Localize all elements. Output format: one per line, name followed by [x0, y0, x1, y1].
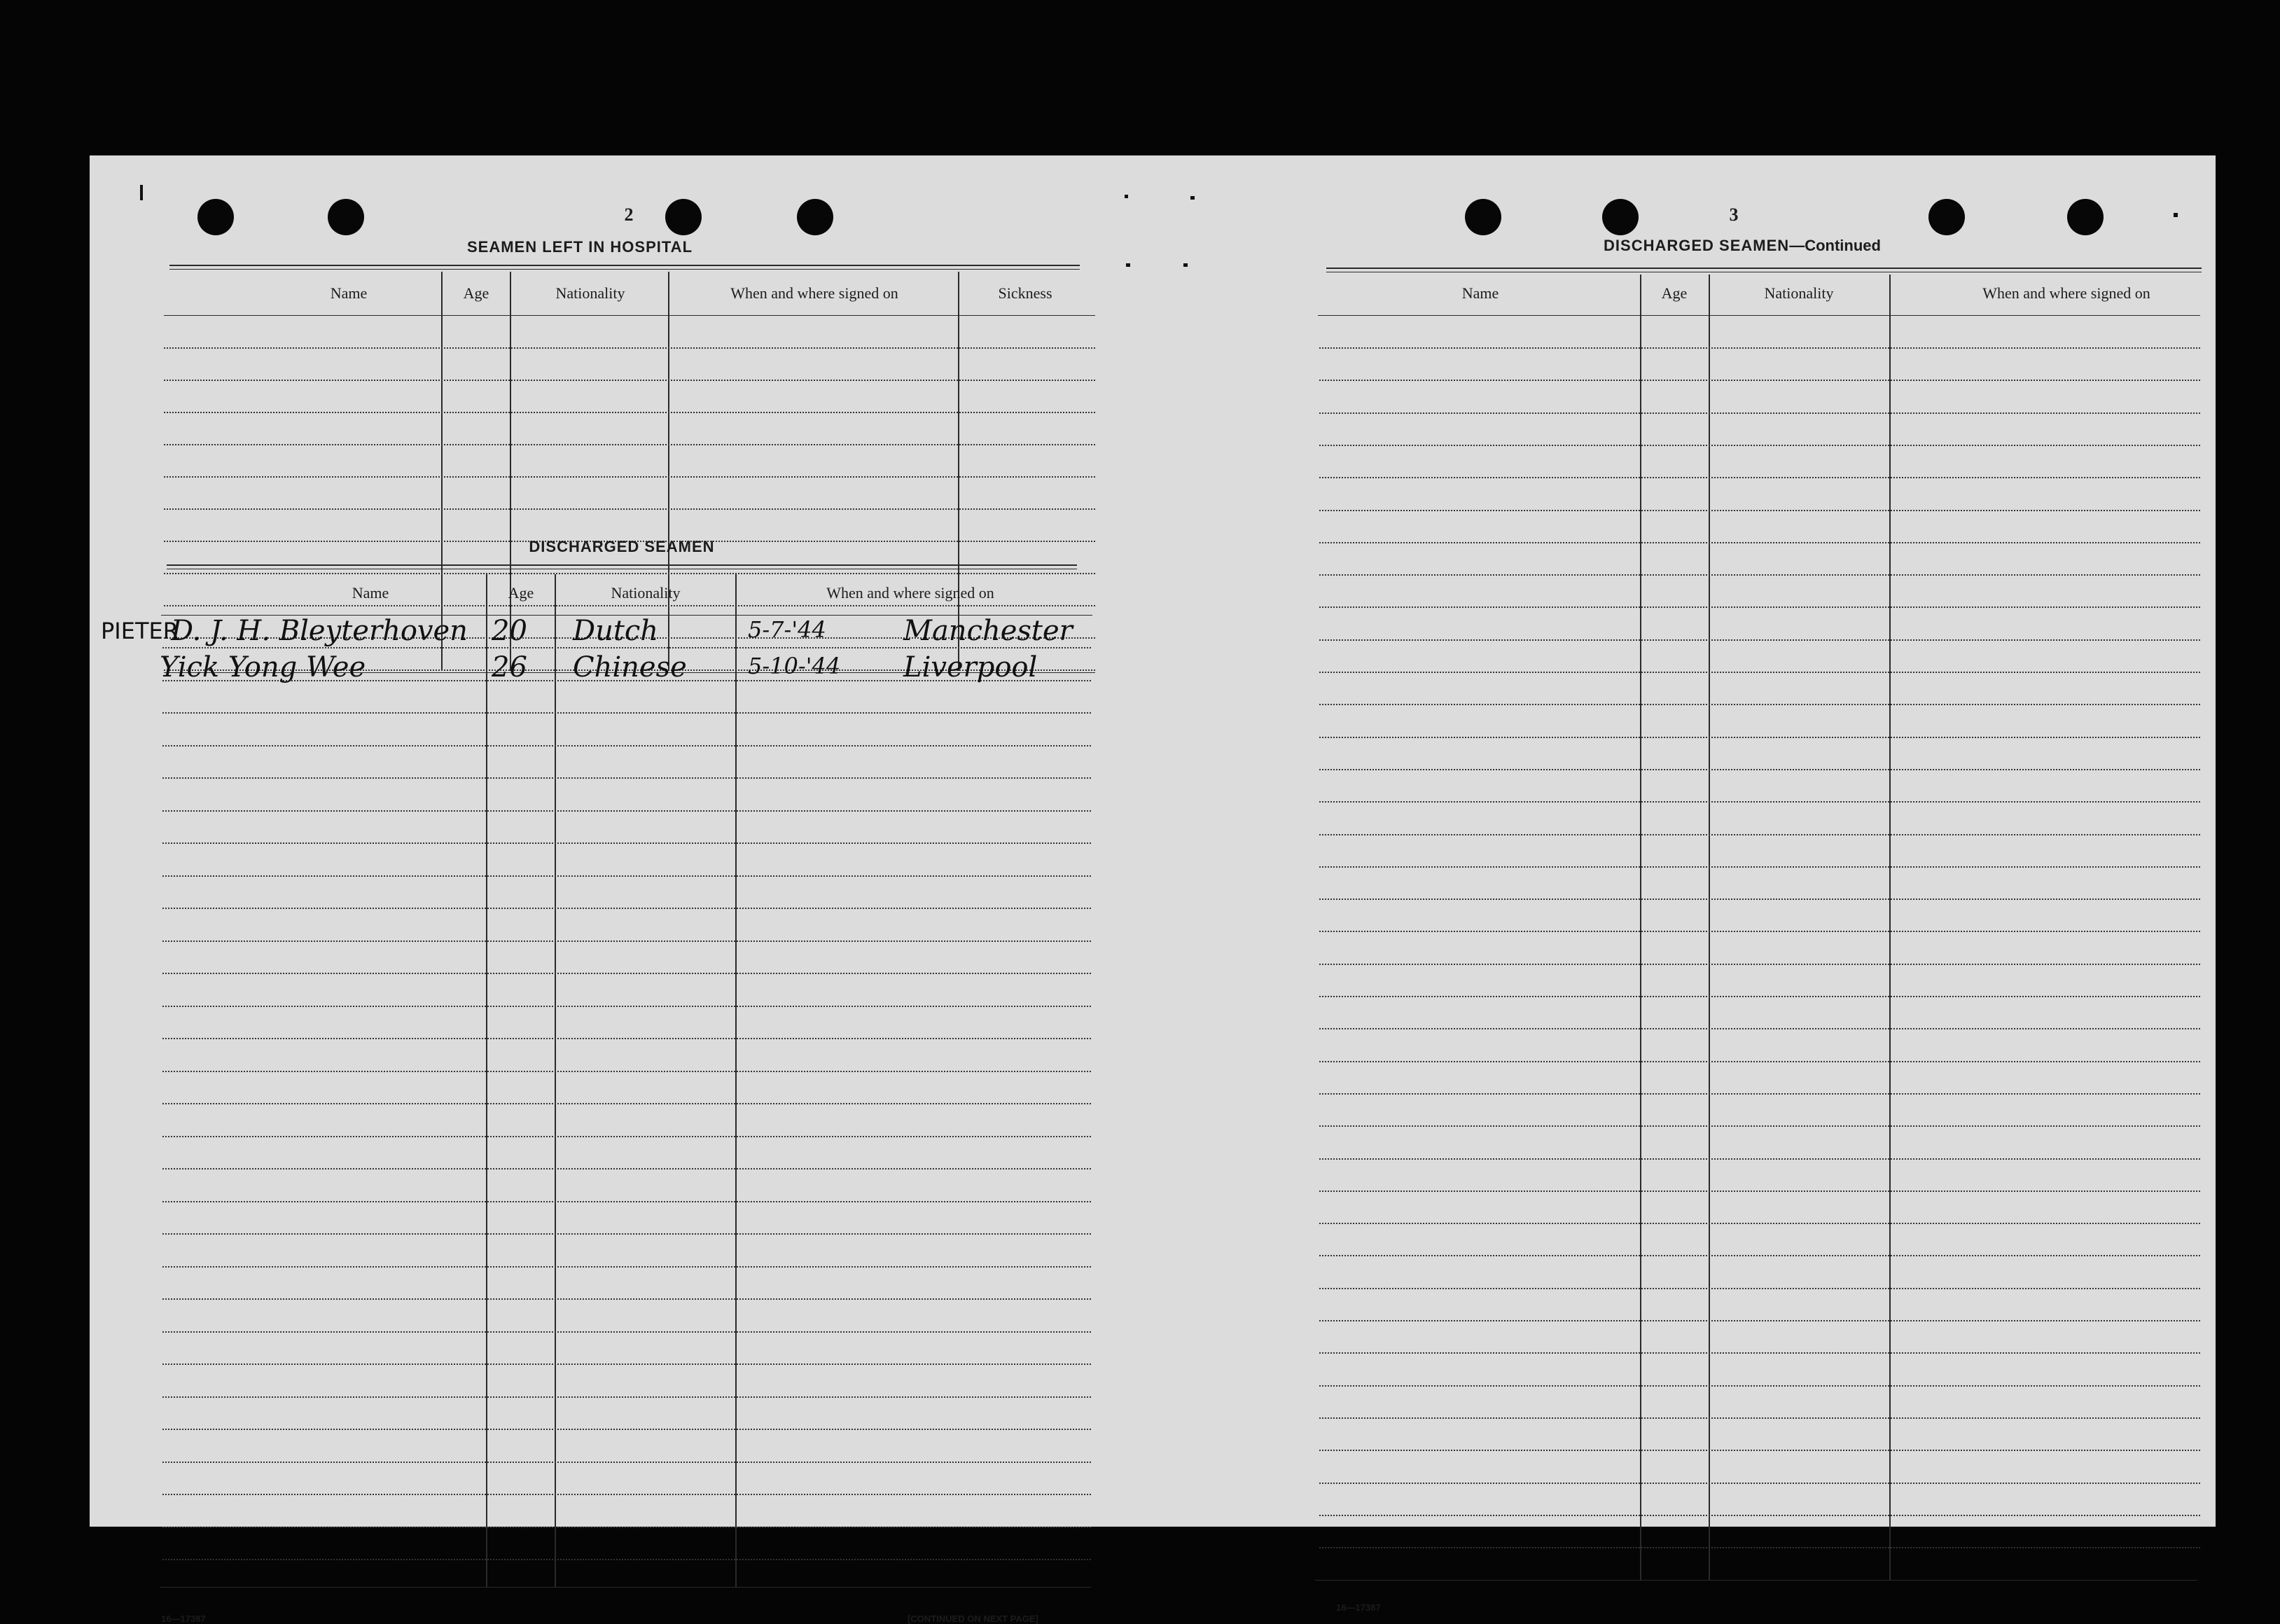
ruled-line [1319, 542, 2200, 543]
ruled-line [1319, 477, 2200, 478]
ruled-line [1319, 704, 2200, 705]
right-title-continued: —Continued [1789, 237, 1881, 254]
section-rule [169, 269, 1080, 270]
discharged-col-signed-on: When and where signed on [826, 584, 994, 602]
ruled-line [1319, 1547, 2200, 1548]
ruled-line [162, 1038, 1091, 1039]
ruled-line [162, 1363, 1091, 1365]
section-rule [1315, 1580, 2197, 1581]
ruled-line [162, 1494, 1091, 1495]
section-rule [160, 1587, 1091, 1588]
ruled-line [1319, 1515, 2200, 1516]
ruled-line [1319, 866, 2200, 868]
column-divider [958, 272, 959, 671]
ruled-line [1319, 1352, 2200, 1354]
column-divider [1889, 275, 1891, 1580]
ruled-line [1319, 931, 2200, 932]
ruled-line [162, 1006, 1091, 1007]
page-number: 2 [624, 204, 634, 225]
hospital-col-nationality: Nationality [555, 284, 625, 302]
ruled-line [1319, 1255, 2200, 1256]
section-rule [167, 564, 1077, 566]
ruled-line [164, 605, 1095, 606]
column-divider [510, 272, 511, 671]
ruled-line [162, 1331, 1091, 1333]
ruled-line [164, 444, 1095, 445]
entry-place: Manchester [903, 615, 1073, 647]
right-col-age: Age [1661, 284, 1688, 302]
ruled-line [1319, 996, 2200, 997]
ruled-line [1319, 1191, 2200, 1192]
ruled-line [1319, 445, 2200, 446]
ruled-line [1319, 574, 2200, 576]
ruled-line [1319, 1158, 2200, 1160]
entry-name: D. J. H. Bleyterhoven [171, 615, 468, 647]
form-number: 16—17387 [161, 1613, 206, 1624]
column-divider [668, 272, 669, 671]
ruled-line [164, 476, 1095, 478]
ruled-line [162, 1168, 1091, 1170]
ruled-line [1319, 898, 2200, 900]
header-rule [1318, 315, 2200, 316]
ruled-line [1319, 964, 2200, 965]
entry-name: Yick Yong Wee [160, 651, 366, 683]
ruled-line [1319, 1288, 2200, 1289]
column-divider [735, 574, 737, 1587]
ruled-line [1319, 834, 2200, 835]
right-section-title [1560, 237, 1924, 255]
ruled-line [164, 508, 1095, 510]
ruled-line [162, 1136, 1091, 1137]
ruled-line [162, 908, 1091, 909]
ledger-sheet [90, 155, 2216, 1624]
ruled-line [162, 1233, 1091, 1235]
ruled-line [1319, 347, 2200, 349]
ruled-line [1319, 1385, 2200, 1387]
ruled-line [162, 973, 1091, 974]
discharged-col-age: Age [508, 584, 534, 602]
discharged-section-title: DISCHARGED SEAMEN [529, 538, 715, 555]
ruled-line [1319, 737, 2200, 738]
ruled-line [162, 1396, 1091, 1398]
left-page [90, 155, 1140, 1624]
ruled-line [1319, 606, 2200, 608]
entry-date: 5-7-'44 [748, 616, 826, 643]
ruled-line [162, 1298, 1091, 1300]
ruled-line [162, 1527, 1091, 1528]
discharged-col-nationality: Nationality [611, 584, 681, 602]
ruled-line [162, 1266, 1091, 1268]
ruled-line [164, 347, 1095, 349]
section-rule [169, 265, 1080, 266]
column-divider [1640, 275, 1641, 1580]
ruled-line [1319, 672, 2200, 673]
hospital-col-sickness: Sickness [998, 284, 1052, 302]
ruled-line [164, 380, 1095, 381]
ruled-line [1319, 801, 2200, 803]
ruled-line [1319, 1417, 2200, 1419]
ruled-line [162, 647, 1091, 648]
ruled-line [1319, 639, 2200, 641]
ruled-line [162, 941, 1091, 942]
hospital-col-name: Name [330, 284, 368, 302]
ruled-line [162, 842, 1091, 844]
ruled-line [1319, 380, 2200, 381]
header-rule [164, 315, 1095, 316]
ruled-line [1319, 1320, 2200, 1321]
entry-age: 20 [492, 615, 527, 647]
continued-note: [CONTINUED ON NEXT PAGE] [908, 1613, 1038, 1624]
ruled-line [1319, 1061, 2200, 1062]
hospital-section-title: SEAMEN LEFT IN HOSPITAL [466, 238, 693, 256]
right-page [1168, 155, 2216, 1613]
entry-name-prefix: PIETER [101, 618, 179, 644]
ruled-line [162, 810, 1091, 812]
entry-nationality: Chinese [573, 651, 687, 683]
right-col-nationality: Nationality [1764, 284, 1834, 302]
entry-date: 5-10-'44 [748, 653, 841, 679]
ruled-line [162, 745, 1091, 747]
ruled-line [1319, 1028, 2200, 1029]
ruled-line [162, 1201, 1091, 1202]
right-col-name: Name [1461, 284, 1499, 302]
form-number: 16—17387 [1336, 1602, 1381, 1613]
ruled-line [1319, 412, 2200, 414]
ruled-line [162, 1429, 1091, 1430]
ruled-line [162, 1103, 1091, 1104]
ruled-line [1319, 1450, 2200, 1451]
ruled-line [1319, 1125, 2200, 1127]
ruled-line [164, 573, 1095, 574]
ruled-line [162, 1462, 1091, 1463]
discharged-col-name: Name [352, 584, 389, 602]
ruled-line [162, 875, 1091, 877]
hospital-col-age: Age [463, 284, 489, 302]
column-divider [486, 574, 487, 1587]
ruled-line [162, 712, 1091, 714]
right-title-main: DISCHARGED SEAMEN [1604, 237, 1790, 254]
right-col-signed-on: When and where signed on [1982, 284, 2150, 302]
section-rule [1326, 268, 2202, 269]
ruled-line [1319, 1093, 2200, 1095]
ruled-line [162, 1071, 1091, 1072]
column-divider [555, 574, 556, 1587]
ruled-line [164, 412, 1095, 413]
column-divider [1709, 275, 1710, 1580]
entry-nationality: Dutch [573, 615, 659, 647]
ruled-line [1319, 1223, 2200, 1224]
ruled-line [1319, 769, 2200, 770]
entry-age: 26 [492, 651, 527, 683]
ruled-line [162, 777, 1091, 779]
ruled-line [1319, 1483, 2200, 1484]
ruled-line [1319, 510, 2200, 511]
page-number: 3 [1729, 204, 1739, 225]
entry-place: Liverpool [903, 651, 1038, 683]
column-divider [441, 272, 443, 671]
hospital-col-signed-on: When and where signed on [730, 284, 898, 302]
ruled-line [162, 1559, 1091, 1560]
